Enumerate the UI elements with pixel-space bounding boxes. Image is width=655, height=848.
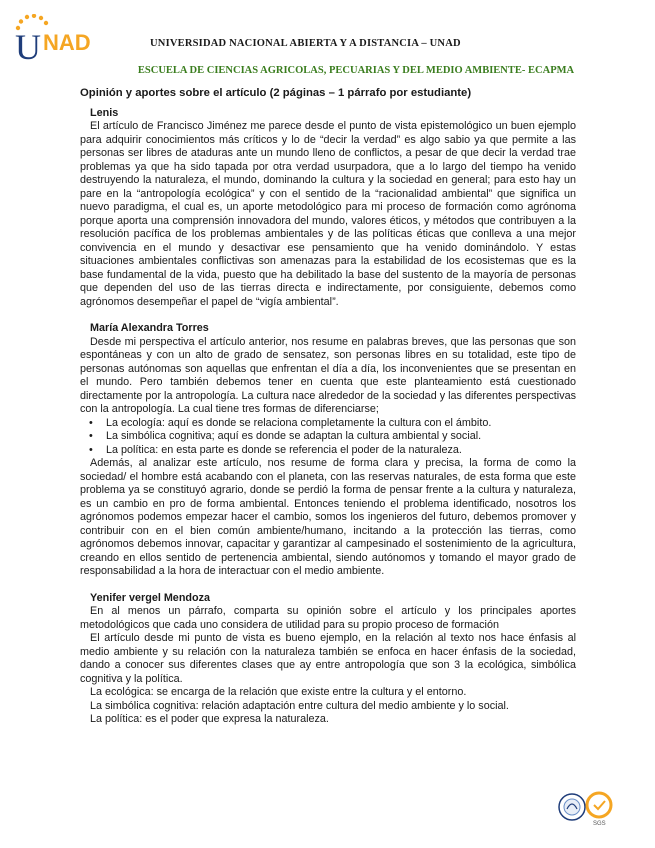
list-item: • La ecología: aquí es donde se relaciona completamente la cultura con el ámbito. [80, 417, 576, 431]
school-title: ESCUELA DE CIENCIAS AGRICOLAS, PECUARIAS Y DEL MEDIO AMBIENTE- ECAPMA [137, 65, 575, 76]
certification-seals [557, 787, 617, 827]
paragraph-yenifer-prompt: En al menos un párrafo, comparta su opinión sobre el artículo y los principales aportes metodológicos que cada uno considera de utilidad para su propio proceso de formación [80, 605, 576, 631]
unad-logo-graphic [12, 14, 108, 64]
paragraph-maria-closing: Además, al analizar este artículo, nos resume de forma clara y precisa, la forma de como la sociedad/ el hombre está acabando con el planeta, con las reservas naturales, de esta forma que este problema ya se constituyó agrario, donde se perdió la forma de pensar frente a la cultura y naturaleza, es un cambio en pro de forma ambiental. Entonces teniendo el problema identificado, nosotros los agrónomos podemos empezar hacer el cambio, somos los ingenieros del futuro, debemos promover y contribuir con en el bien común ambiente/humano, incitando a la protección las tierras, como agrónomos debemos innovar, capacitar y garantizar al campesinado el sostenimiento de la agricultura, creando en ellos sentido de pertenencia ambiental, siendo autónomos y tomando el mayor grado de responsabilidad a la hora de interactuar con el medio ambiente. [80, 457, 576, 577]
list-item: • La política: en esta parte es donde se referencia el poder de la naturaleza. [80, 444, 576, 458]
document-body [80, 87, 576, 727]
logo-letters-nad: NAD [43, 30, 91, 55]
university-title: UNIVERSIDAD NACIONAL ABIERTA Y A DISTANCIA – UNAD [150, 38, 461, 49]
line-simbolica: La simbólica cognitiva: relación adaptación entre cultura del medio ambiente y lo social. [90, 699, 509, 712]
line-ecologica: La ecológica: se encarga de la relación que existe entre la cultura y el entorno. [90, 686, 467, 698]
unad-logo [12, 14, 108, 64]
line-politica: La política: es el poder que expresa la naturaleza. [90, 713, 329, 725]
paragraph-maria-intro: Desde mi perspectiva el artículo anterior, nos resume en palabras breves, que las personas que son espontáneas y con un alto de grado de sensatez, son personas libres en su totalidad, este tipo de personas autónomas son aquellas que enfrentan el día a día, los inconvenientes que se presentan en el mundo. Pero también debemos tener en cuenta que este planteamiento está cuestionado directamente por la antropología. La cultura nace alrededor de la sociedad y las diferentes perspectivas con la antropología. La cual tiene tres formas de diferenciarse; [80, 335, 576, 415]
seal-text: SGS [593, 821, 606, 827]
student-name-yenifer: Yenifer vergel Mendoza [90, 591, 211, 604]
list-item: • La simbólica cognitiva; aquí es donde se adaptan la cultura ambiental y social. [80, 430, 576, 444]
student-name-maria: María Alexandra Torres [90, 322, 209, 334]
student-name-lenis: Lenis [90, 106, 119, 119]
paragraph-yenifer-opinion: El artículo desde mi punto de vista es bueno ejemplo, en la relación al texto nos hace énfasis al medio ambiente y su relación con la naturaleza también se enfoca en hacer énfasis de la sociedad, dando a conocer sus diferentes clases que ay entre antropología que son 3 la ecológica, simbólica cognitiva y la política. [80, 632, 576, 685]
bullet-list [80, 417, 576, 458]
paragraph-lenis: El artículo de Francisco Jiménez me parece desde el punto de vista epistemológico un buen ejemplo para adquirir conocimientos más críticos y lo de “decir la verdad” es algo sabio ya que permite a las personas ser libres de ataduras ante un mundo lleno de conflictos, a pesar de que decir la verdad trae problemas ya que ha sido tapada por otra verdad usurpadora, que a lo largo del tiempo ha venido destruyendo la naturaleza, el mundo, dominando la cultura y la sociedad en general; para esto hay un pare en la “antropología ecológica” y con el sentido de la “racionalidad ambiental” que significa un nuevo paradigma, el cual es, un aporte metodológico para mi proceso de formación como agrónoma porque aporta una comprensión innovadora del mundo, valores éticos, y métodos que contribuyen a la resolución pacífica de los problemas ambientales y de las políticas éticas que conlleva a una mejor convivencia en el mundo y desactivar ese pensamiento que ha venido dominándolo. Y estas situaciones ambientales conflictivas son amenazas para la estabilidad de los ecosistemas que es la base fundamental de la vida, puesto que ha debilitado la base del sustento de la mayoría de personas que dependen del uso de las tierras directa e indirectamente, por consiguiente, debemos como agrónomos desempeñar el papel de “vigía ambiental”. [80, 120, 576, 308]
page-heading: Opinión y aportes sobre el artículo (2 páginas – 1 párrafo por estudiante) [80, 87, 472, 99]
seal-icon [557, 787, 617, 827]
logo-letter-u: U [15, 27, 41, 64]
